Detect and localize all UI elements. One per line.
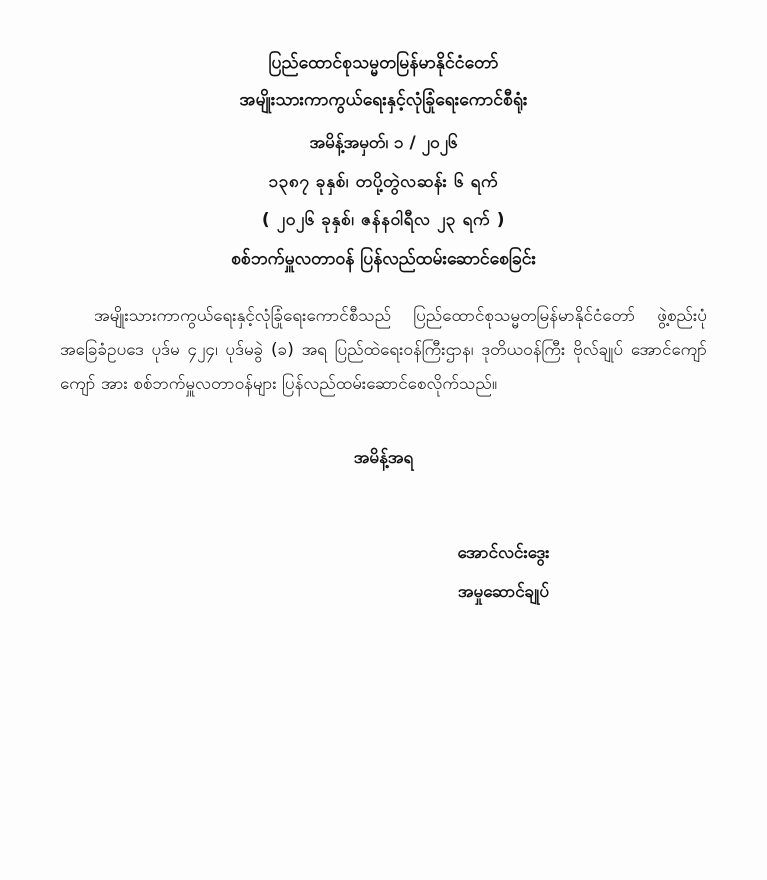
body-block (56, 299, 711, 401)
body-paragraph (60, 299, 707, 401)
document-body (56, 50, 711, 606)
document-header-line-1: ပြည်ထောင်စုသမ္မတမြန်မာနိုင်ငံတော် (268, 53, 499, 73)
date-gregorian: ( ၂၀၂၆ ခုနှစ်၊ ဇန်နဝါရီလ ၂၃ ရက် ) (261, 209, 506, 230)
date-myanmar: ၁၃၈၇ ခုနှစ်၊ တပို့တွဲလဆန်း ၆ ရက် (268, 171, 499, 192)
order-number: အမိန့်အမှတ်၊ ၁ / ၂၀၂၆ (309, 133, 458, 154)
signatory-name: အောင်လင်းဒွေး (457, 543, 550, 564)
document-title: စစ်ဘက်မှူလတာဝန် ပြန်လည်ထမ်းဆောင်စေခြင်း (231, 249, 536, 270)
signatory-title: အမှုဆောင်ချုပ် (457, 582, 550, 603)
order-by-line: အမိန့်အရ (353, 448, 414, 469)
signature-block (56, 542, 711, 606)
body-paragraph-text: အမျိုးသားကာကွယ်ရေးနှင့်လုံခြုံရေးကောင်စီသည် ပြည်ထောင်စုသမ္မတမြန်မာနိုင်ငံတော် ဖွဲ့စည်းပုံအခြေခံဥပဒေ ပုဒ်မ ၄၂၄၊ ပုဒ်မခွဲ (ခ) အရ ပြည်ထဲရေးဝန်ကြီးဌာန၊ ဒုတိယဝန်ကြီး ဗိုလ်ချုပ် အောင်ကျော်ကျော် အား စစ်ဘက်မှူလတာဝန်များ ပြန်လည်ထမ်းဆောင်စေလိုက်သည်။ (60, 306, 707, 395)
document-header-line-2: အမျိုးသားကာကွယ်ရေးနှင့်လုံခြုံရေးကောင်စီရုံး (239, 90, 528, 111)
